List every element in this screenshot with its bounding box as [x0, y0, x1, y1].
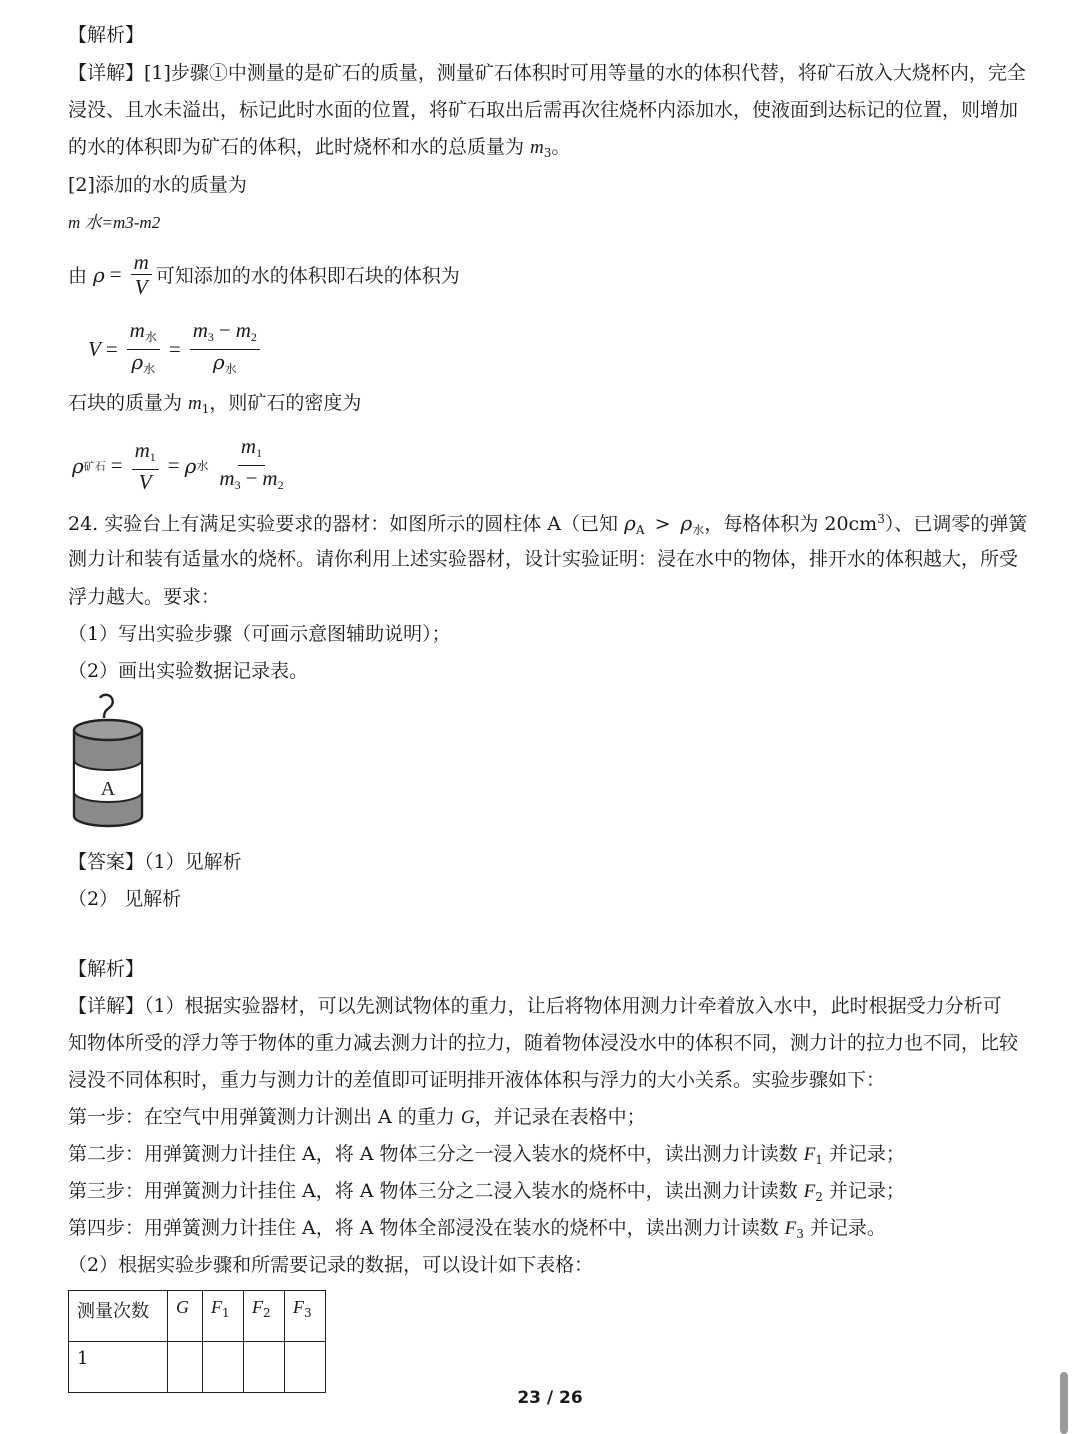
- answer-line-1: 【答案】（1）见解析: [68, 851, 242, 873]
- stone-mass-line: [68, 390, 361, 422]
- row-1-g: [168, 1342, 203, 1393]
- question-24-line-3: 浮力越大。要求：: [68, 586, 221, 608]
- sub-1: 1: [201, 402, 210, 416]
- m-over-v-fraction: [131, 250, 152, 299]
- row-1-f1: [203, 1342, 244, 1393]
- gravity-g: G: [460, 1107, 475, 1128]
- equals: =: [105, 337, 118, 361]
- f-symbol: F: [293, 1297, 304, 1317]
- cylinder-label: A: [100, 778, 116, 800]
- frac-denominator-v: V: [134, 275, 148, 299]
- cylinder-a-figure: [66, 692, 152, 838]
- header-f1: [203, 1291, 244, 1342]
- cylinder-top: [74, 720, 142, 740]
- equals: =: [167, 453, 180, 477]
- greater-than: >: [654, 513, 671, 535]
- detail-line-1: 【详解】[1]步骤①中测量的是矿石的质量，测量矿石体积时可用等量的水的体积代替，将矿石放入大烧杯内，完全: [68, 62, 1026, 84]
- step-3-end: 并记录；: [822, 1180, 905, 1202]
- analysis-heading-1: 【解析】: [68, 24, 145, 46]
- mass-difference-over-density: [190, 318, 260, 381]
- frac-numerator-m: m: [131, 250, 152, 275]
- stone-mass-text-end: ，则矿石的密度为: [209, 392, 362, 414]
- m-symbol: m: [129, 318, 145, 342]
- sub-1: 1: [256, 446, 263, 460]
- answer-line-2: （2） 见解析: [68, 888, 182, 910]
- force-f: F: [784, 1218, 797, 1239]
- question-24-line-1: [68, 506, 1027, 543]
- m3-symbol: m: [530, 137, 544, 158]
- rho-symbol: ρ: [93, 262, 105, 287]
- step-3-text: 第三步：用弹簧测力计挂住 A，将 A 物体三分之二浸入装水的烧杯中，读出测力计读数: [68, 1180, 804, 1202]
- water-mass-intro: [2]添加的水的质量为: [68, 174, 247, 196]
- analysis-detail-3: 浸没不同体积时，重力与测力计的差值即可证明排开液体体积与浮力的大小关系。实验步骤如下：: [68, 1069, 886, 1091]
- water-mass-equation: m 水=m3-m2: [68, 213, 161, 232]
- denominator-v: V: [138, 469, 152, 494]
- rho-symbol: ρ: [72, 453, 84, 478]
- water-subscript: 水: [224, 362, 237, 376]
- header-f3: [285, 1291, 326, 1342]
- table-header-row: [69, 1291, 326, 1342]
- row-1-f2: [244, 1342, 285, 1393]
- step-4-text: 第四步：用弹簧测力计挂住 A，将 A 物体全部浸没在装水的烧杯中，读出测力计读数: [68, 1217, 785, 1239]
- rho-symbol: ρ: [680, 511, 693, 535]
- sub-3: 3: [304, 1306, 312, 1320]
- question-24-line-2: 测力计和装有适量水的烧杯。请你利用上述实验器材，设计实验证明：浸在水中的物体，排开水的体积越大，所受: [68, 548, 1019, 570]
- f-symbol: F: [252, 1297, 263, 1317]
- table-row: [69, 1342, 326, 1393]
- analysis-detail-1: 【详解】（1）根据实验器材，可以先测试物体的重力，让后将物体用测力计牵着放入水中，此时根据受力分析可: [68, 995, 1002, 1017]
- m3-subscript: 3: [543, 146, 552, 160]
- numerator: [132, 438, 159, 470]
- rho-symbol: ρ: [131, 350, 144, 374]
- step-4-end: 并记录。: [803, 1217, 886, 1239]
- sub-3: 3: [207, 330, 214, 344]
- sub-2: 2: [263, 1306, 271, 1320]
- step-1-text: 第一步：在空气中用弹簧测力计测出 A 的重力: [68, 1106, 461, 1128]
- volume-formula: [88, 318, 264, 381]
- density-prefix: 由: [68, 265, 88, 287]
- numerator: [238, 434, 265, 466]
- detail-line-3: [68, 134, 570, 166]
- q24-text-a: 24. 实验台上有满足实验要求的器材：如图所示的圆柱体 A（已知: [68, 513, 619, 535]
- header-count: 测量次数: [69, 1291, 168, 1342]
- water-mass-over-density: [127, 318, 160, 381]
- rho-symbol: ρ: [184, 453, 197, 478]
- rho-symbol: ρ: [624, 511, 636, 535]
- page-number: 23 / 26: [517, 1388, 583, 1408]
- cube-superscript: 3: [877, 512, 885, 526]
- step-3: [68, 1178, 905, 1210]
- minus: −: [218, 318, 231, 342]
- step-4: [68, 1215, 886, 1247]
- requirement-2: （2）画出实验数据记录表。: [68, 660, 309, 682]
- equals: =: [110, 453, 123, 477]
- numerator: [190, 318, 260, 350]
- denominator: [210, 350, 240, 381]
- denominator: [128, 350, 158, 381]
- water-subscript: 水: [144, 330, 157, 344]
- equals: =: [109, 262, 122, 286]
- f-symbol: F: [211, 1297, 222, 1317]
- a-subscript: A: [635, 523, 645, 537]
- sub-1: 1: [149, 449, 156, 464]
- step-1: [68, 1104, 646, 1131]
- m-symbol: m: [262, 466, 278, 490]
- m1-over-mass-difference: [216, 434, 286, 497]
- row-1-f3: [285, 1342, 326, 1393]
- sub-2: 2: [277, 478, 284, 492]
- minus: −: [245, 466, 258, 490]
- equals: =: [168, 337, 181, 361]
- sub-1: 1: [815, 1153, 823, 1167]
- requirement-1: （1）写出实验步骤（可画示意图辅助说明）；: [68, 623, 451, 645]
- sub-1: 1: [222, 1306, 230, 1320]
- m1-over-v: [132, 438, 159, 494]
- density-suffix: 可知添加的水的体积即石块的体积为: [155, 265, 460, 287]
- m-symbol: m: [240, 434, 257, 458]
- g-symbol: G: [176, 1297, 189, 1317]
- analysis-detail-2: 知物体所受的浮力等于物体的重力减去测力计的拉力，随着物体浸没水中的体积不同，测力计的拉力也不同，比较: [68, 1032, 1019, 1054]
- header-g: [168, 1291, 203, 1342]
- q24-text-b: ，每格体积为 20cm: [704, 513, 878, 535]
- force-f: F: [803, 1181, 816, 1202]
- step-2-end: 并记录；: [822, 1143, 905, 1165]
- ore-subscript: 矿石: [83, 460, 106, 473]
- step-1-end: ，并记录在表格中；: [474, 1106, 646, 1128]
- force-f: F: [803, 1144, 816, 1165]
- water-subscript: 水: [692, 523, 705, 537]
- numerator: [127, 318, 160, 350]
- detail-line-2: 浸没、且水未溢出，标记此时水面的位置，将矿石取出后需再次往烧杯内添加水，使液面到达标记的位置，则增加: [68, 99, 1019, 121]
- step-2-text: 第二步：用弹簧测力计挂住 A，将 A 物体三分之一浸入装水的烧杯中，读出测力计读数: [68, 1143, 804, 1165]
- step-2: [68, 1141, 905, 1173]
- header-f2: [244, 1291, 285, 1342]
- water-subscript: 水: [143, 362, 156, 376]
- m-symbol: m: [192, 318, 208, 342]
- density-formula-line: [68, 250, 460, 299]
- sub-2: 2: [815, 1190, 823, 1204]
- denominator: [216, 466, 286, 497]
- analysis-heading-2: 【解析】: [68, 958, 145, 980]
- detail-line-3-text: 的水的体积即为矿石的体积，此时烧杯和水的总质量为: [68, 136, 531, 158]
- water-subscript: 水: [196, 459, 209, 473]
- scrollbar[interactable]: [1060, 1372, 1068, 1434]
- sub-2: 2: [250, 330, 257, 344]
- table-intro: （2）根据实验步骤和所需要记录的数据，可以设计如下表格：: [68, 1254, 594, 1276]
- volume-v: V: [88, 337, 101, 361]
- stone-mass-text: 石块的质量为: [68, 392, 189, 414]
- data-record-table: [68, 1290, 326, 1393]
- m-symbol: m: [219, 466, 235, 490]
- ore-density-formula: [72, 434, 291, 497]
- sub-3: 3: [234, 478, 241, 492]
- rho-symbol: ρ: [212, 350, 225, 374]
- row-1-count: 1: [69, 1342, 168, 1393]
- detail-line-3-end: 。: [551, 136, 571, 158]
- m-symbol: m: [235, 318, 251, 342]
- m-symbol: m: [134, 437, 150, 462]
- sub-3: 3: [796, 1227, 804, 1241]
- hook-icon: [100, 695, 113, 718]
- m-symbol: m: [188, 393, 202, 414]
- q24-text-c: ）、已调零的弹簧: [884, 513, 1028, 535]
